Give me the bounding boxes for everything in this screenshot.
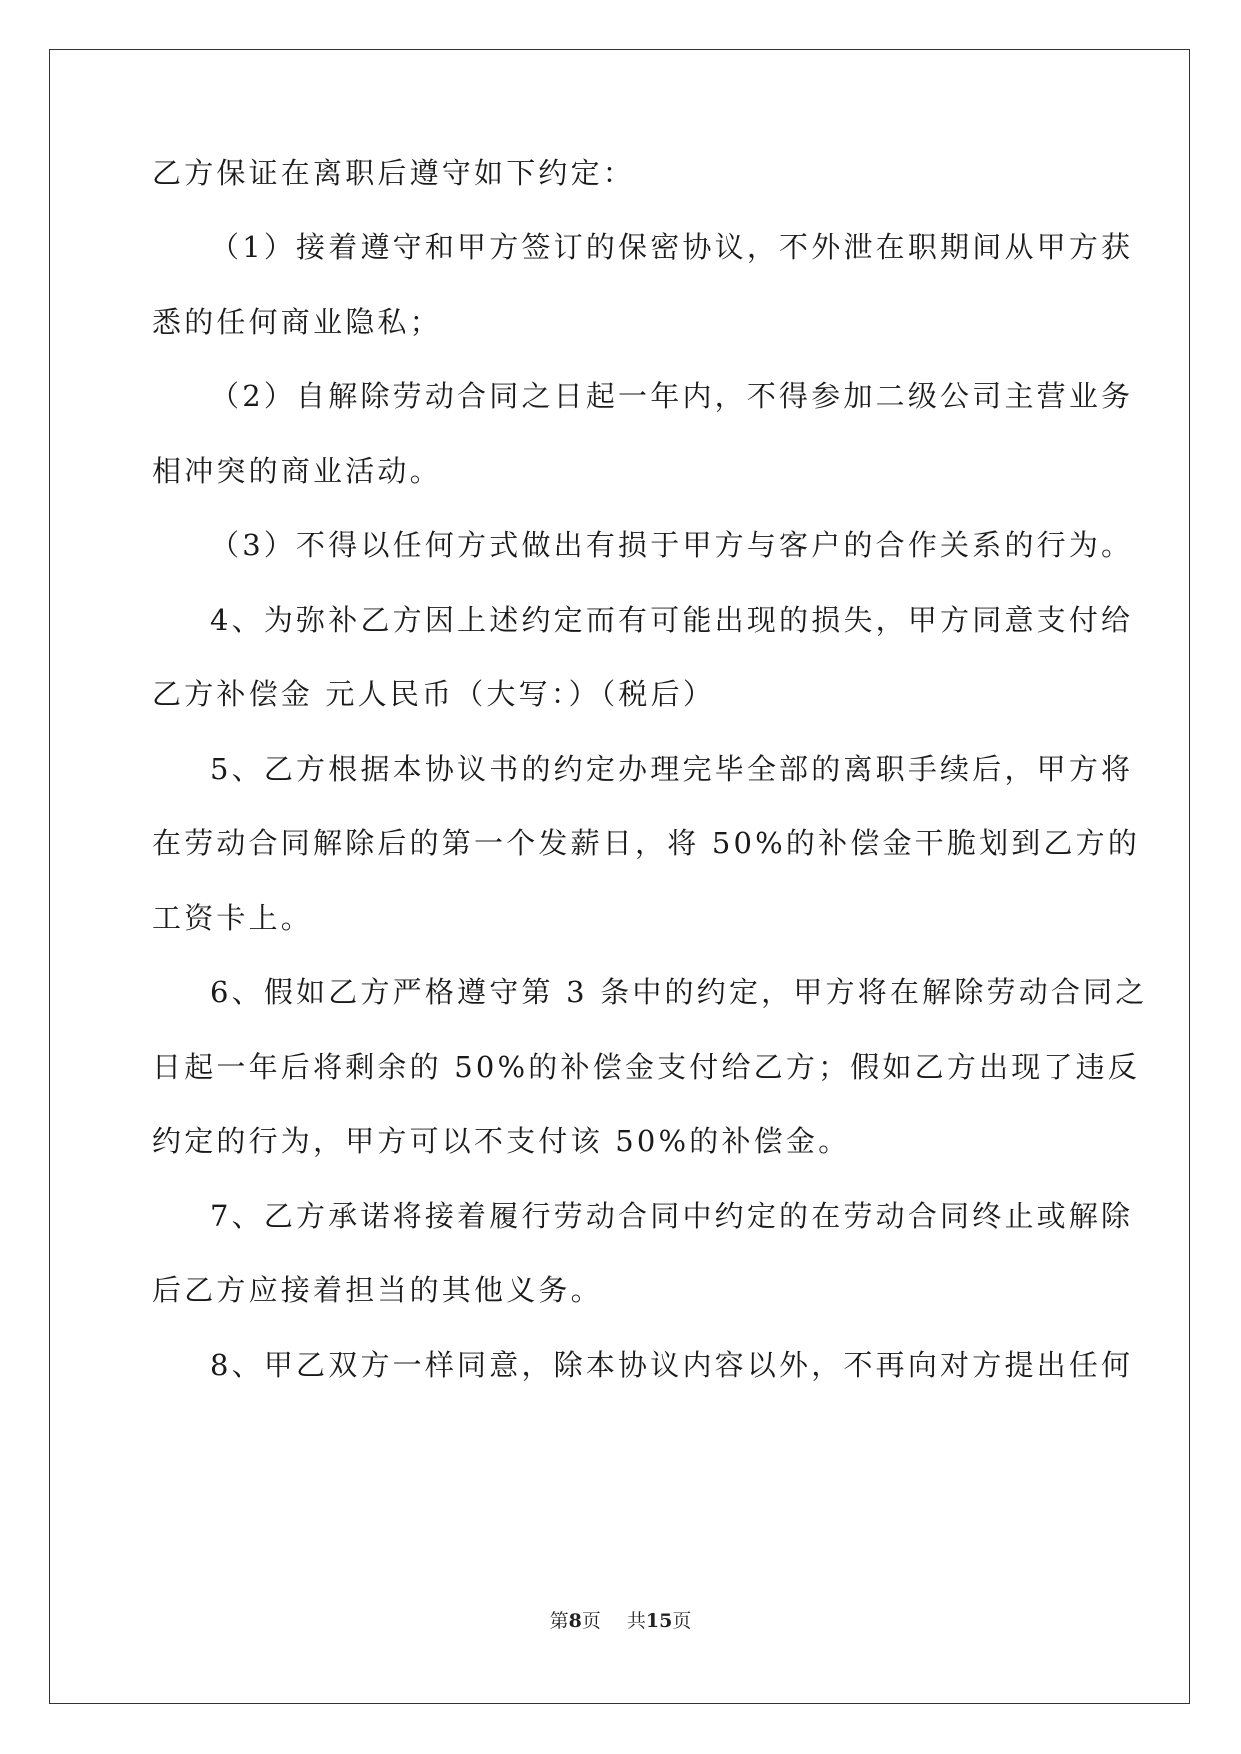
paragraph-line: 乙方保证在离职后遵守如下约定： [152, 156, 636, 190]
paragraph-line: 日起一年后将剩余的 50%的补偿金支付给乙方；假如乙方出现了违反 [152, 1050, 1141, 1084]
paragraph-line: 7、乙方承诺将接着履行劳动合同中约定的在劳动合同终止或解除 [210, 1199, 1134, 1233]
paragraph-line: 4、为弥补乙方因上述约定而有可能出现的损失，甲方同意支付给 [210, 603, 1134, 637]
paragraph-line: 后乙方应接着担当的其他义务。 [152, 1273, 603, 1307]
total-prefix: 共 [626, 1610, 646, 1632]
total-pages: 15 [645, 1610, 673, 1632]
total-suffix: 页 [672, 1610, 692, 1632]
page-suffix: 页 [581, 1610, 601, 1632]
paragraph-line: （3）不得以任何方式做出有损于甲方与客户的合作关系的行为。 [210, 528, 1134, 562]
page-border [49, 49, 1190, 1704]
paragraph-line: （1）接着遵守和甲方签订的保密协议，不外泄在职期间从甲方获 [210, 230, 1134, 264]
paragraph-line: 悉的任何商业隐私； [152, 305, 442, 339]
paragraph-line: 5、乙方根据本协议书的约定办理完毕全部的离职手续后，甲方将 [210, 752, 1134, 786]
paragraph-line: 相冲突的商业活动。 [152, 454, 442, 488]
paragraph-line: 工资卡上。 [152, 901, 314, 935]
paragraph-line: （2）自解除劳动合同之日起一年内，不得参加二级公司主营业务 [210, 379, 1134, 413]
page-number: 8 [568, 1610, 582, 1632]
paragraph-line: 乙方补偿金 元人民币（大写：）（税后） [152, 677, 716, 711]
page-footer [0, 1606, 1241, 1633]
paragraph-line: 在劳动合同解除后的第一个发薪日，将 50%的补偿金干脆划到乙方的 [152, 826, 1141, 860]
paragraph-line: 约定的行为，甲方可以不支付该 50%的补偿金。 [152, 1124, 851, 1158]
page-prefix: 第 [549, 1610, 569, 1632]
paragraph-line: 8、甲乙双方一样同意，除本协议内容以外，不再向对方提出任何 [210, 1348, 1134, 1382]
paragraph-line: 6、假如乙方严格遵守第 3 条中的约定，甲方将在解除劳动合同之 [210, 975, 1148, 1009]
